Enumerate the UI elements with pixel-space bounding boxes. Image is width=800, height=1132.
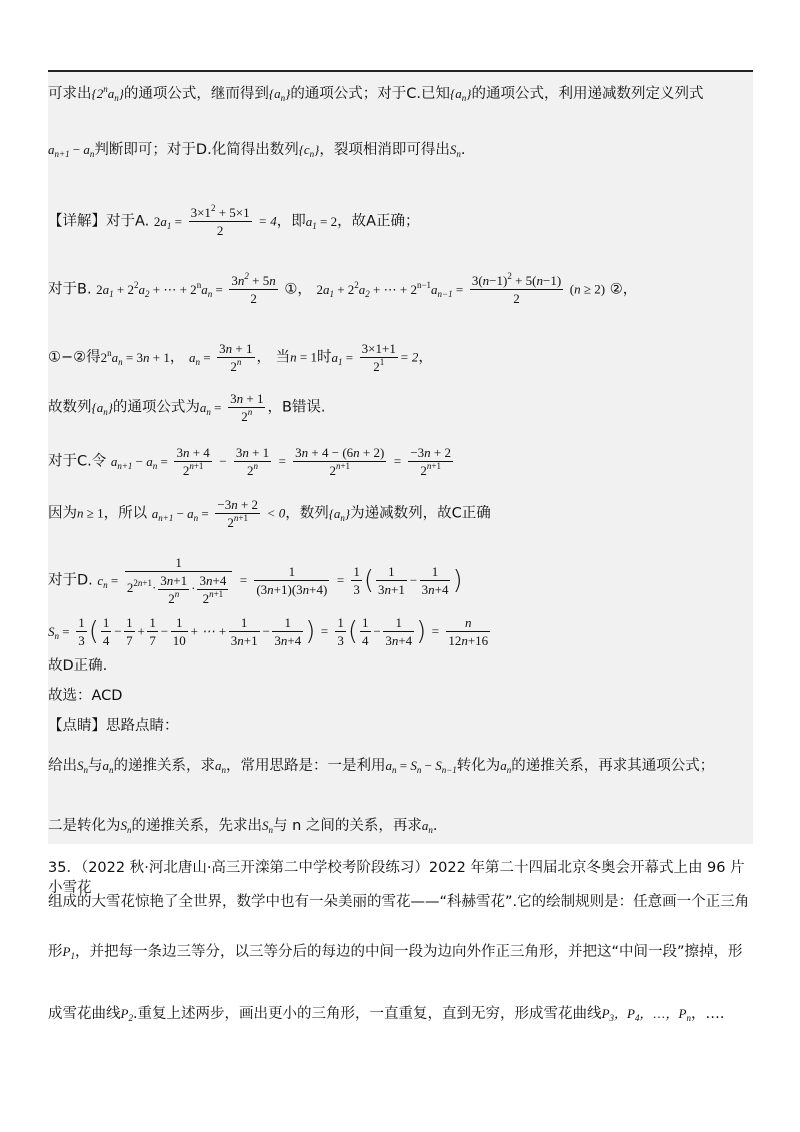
question-line-1: 35．（2022 秋·河北唐山·高三开滦第二中学校考阶段练习）2022 年第二十四届北京冬奥会开幕式上由 96 片小雪花 <box>48 860 745 896</box>
answer: 故选：ACD <box>48 688 123 704</box>
analysis-line-2: $a_{n+1} - a_n$判断即可；对于D.化简得出数列$\{c_n\}$，裂项相消即可得出$S_n$. <box>48 142 466 159</box>
question-line-4: 成雪花曲线$P_2$.重复上述两步，画出更小的三角形，一直重复，直到无穷，形成雪花曲线$P_3$，$P_4$，…，$P_n$，…. <box>48 1006 725 1023</box>
comment-label: 【点睛】思路点睛： <box>48 718 179 734</box>
detail-b-line: 对于B. $2a_1 + 2^2a_2$ + ⋯ + $2^na_n$ = $\frac{3n^2 + 5n}{2}$ ①， $2a_1 + 2^2a_2$ + ⋯ + $2^{n-1}a_{n-1}$ = $\frac{3(n-1)^2 + 5(n-1)}{2}$ (n ≥ 2) ②， <box>48 271 638 306</box>
detail-d-sum: $S_n$ = $\frac{1}{3}$ ( $\frac{1}{4}$ − $\frac{1}{7}$ + $\frac{1}{7}$ − $\frac{1}{10}$ + ⋯ + $\frac{1}{3n+1}$ − $\frac{1}{3n+4}$ ) = $\frac{1}{3}$ ( $\frac{1}{4}$ − $\frac{1}{3n+4}$ ) = $\frac{n}{12n+16}$ <box>48 615 489 648</box>
detail-d-conclusion: 故D正确. <box>48 658 108 674</box>
analysis-line-1: 可求出$\{2^na_n\}$的通项公式，继而得到$\{a_n\}$的通项公式；对于C.已知$\{a_n\}$的通项公式，利用递减数列定义列式 <box>48 84 704 103</box>
comment-line-2: 二是转化为$S_n$的递推关系，先求出$S_n$与 n 之间的关系，再求$a_n$. <box>48 818 438 835</box>
question-number: 35． <box>48 860 81 876</box>
detail-c-line: 对于C.令 $a_{n+1} - a_n$ = $\frac{3n + 4}{2^{n+1}}$ − $\frac{3n + 1}{2^n}$ = $\frac{3n + 4 - (6n + 2)}{2^{n+1}}$ = $\frac{-3n + 2}{2^{n+1}}$ <box>48 445 452 478</box>
question-line-2: 组成的大雪花惊艳了全世界，数学中也有一朵美丽的雪花——“科赫雪花”.它的绘制规则是：任意画一个正三角 <box>48 894 750 910</box>
detail-d-line: 对于D. $c_n$ = 1 $2^{2n+1}\cdot$ $\frac{3n+1}{2^n}$ · $\frac{3n+4}{2^{n+1}}$ = $\frac{1}{(3n+1)(3n+4)}$ = $\frac{1}{3}$ ( $\frac{1}{3n+1}$ − $\frac{1}{3n+4}$ ) <box>48 555 463 606</box>
comment-line-1: 给出$S_n$与$a_n$的递推关系，求$a_n$，常用思路是：一是利用$a_n = S_n - S_{n-1}$转化为$a_n$的递推关系，再求其通项公式； <box>48 758 715 775</box>
detail-b-derive: ①−②得$2^na_n = 3n + 1$， $a_n$ = $\frac{3n + 1}{2^n}$ ， 当n = 1时$a_1$ = $\frac{3\times 1+1}{2^1}$ = 2， <box>48 341 433 374</box>
question-line-3: 形$P_1$，并把每一条边三等分，以三等分后的每边的中间一段为边向外作正三角形，并把这“中间一段”擦掉，形 <box>48 944 743 961</box>
detail-b-conclusion: 故数列$\{a_n\}$的通项公式为$a_n$ = $\frac{3n + 1}{2^n}$ ，B错误. <box>48 391 326 424</box>
detail-c-conclusion: 因为n ≥ 1，所以 $a_{n+1} - a_n$ = $\frac{-3n + 2}{2^{n+1}}$ < 0，数列$\{a_n\}$为递减数列，故C正确 <box>48 497 491 530</box>
detail-a-line: 【详解】对于A. $2a_1$ = $\frac{3\times 1^2 + 5\times 1}{2}$ = 4，即$a_1 = 2$，故A正确； <box>48 203 420 238</box>
